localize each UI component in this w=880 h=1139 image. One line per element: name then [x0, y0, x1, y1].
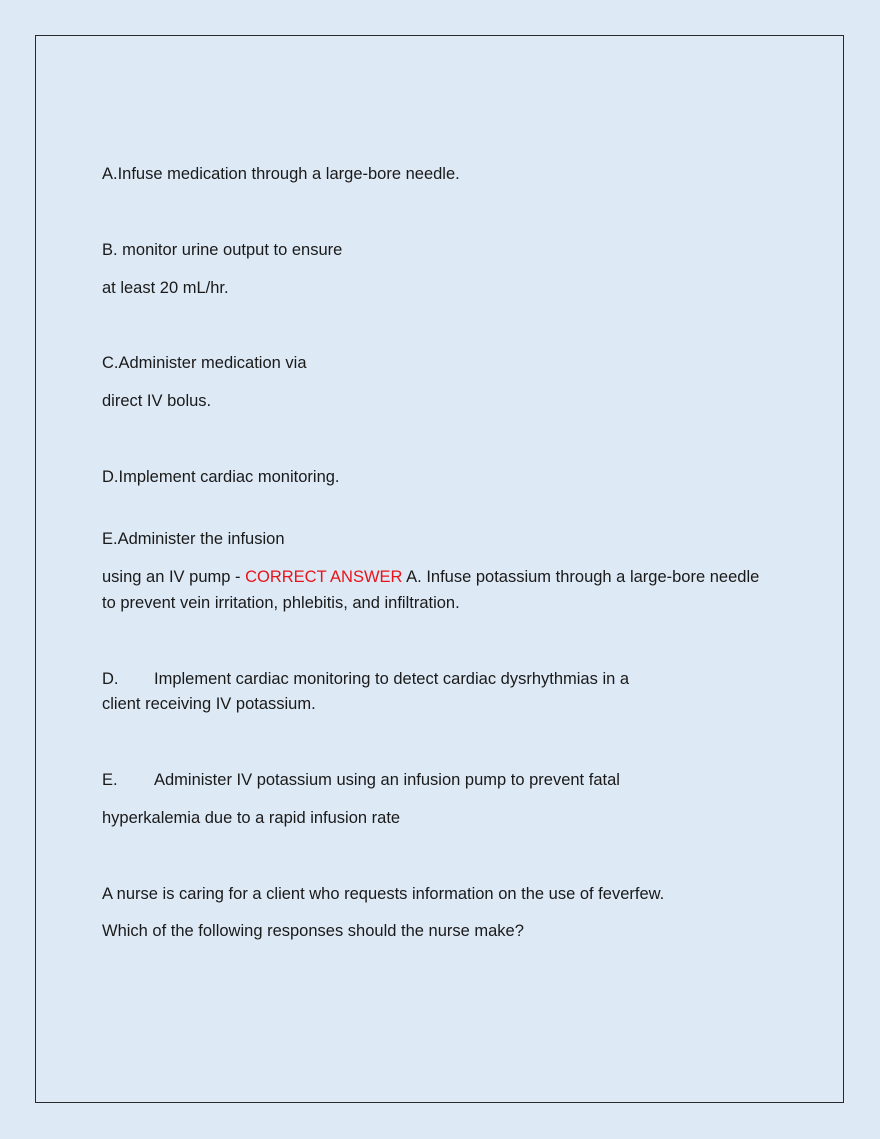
answer-a-text: A. Infuse potassium through a large-bore needle [402, 568, 760, 586]
option-c-line2: direct IV bolus. [102, 392, 212, 410]
option-e-line1: E.Administer the infusion [102, 530, 285, 548]
answer-a-cont: to prevent vein irritation, phlebitis, and infiltration. [102, 594, 460, 612]
option-d: D.Implement cardiac monitoring. [102, 468, 340, 486]
answer-e-cont: hyperkalemia due to a rapid infusion rate [102, 809, 401, 827]
answer-e-marker: E. [102, 771, 118, 789]
answer-d-text: Implement cardiac monitoring to detect cardiac dysrhythmias in a [154, 670, 630, 688]
option-e-line2-prefix: using an IV pump - [102, 568, 246, 586]
option-c-line1: C.Administer medication via [102, 354, 307, 372]
answer-d [102, 669, 629, 689]
option-b-line1: B. monitor urine output to ensure [102, 241, 343, 259]
answer-e-text: Administer IV potassium using an infusion pump to prevent fatal [154, 771, 620, 789]
answer-e [102, 770, 620, 790]
answer-d-cont: client receiving IV potassium. [102, 695, 316, 713]
correct-answer-label: CORRECT ANSWER [245, 568, 403, 586]
option-e-line2 [102, 567, 759, 587]
next-question-line1: A nurse is caring for a client who requests information on the use of feverfew. [102, 885, 665, 903]
next-question-line2: Which of the following responses should the nurse make? [102, 922, 524, 940]
option-b-line2: at least 20 mL/hr. [102, 279, 229, 297]
option-a: A.Infuse medication through a large-bore needle. [102, 165, 460, 183]
answer-d-marker: D. [102, 670, 119, 688]
